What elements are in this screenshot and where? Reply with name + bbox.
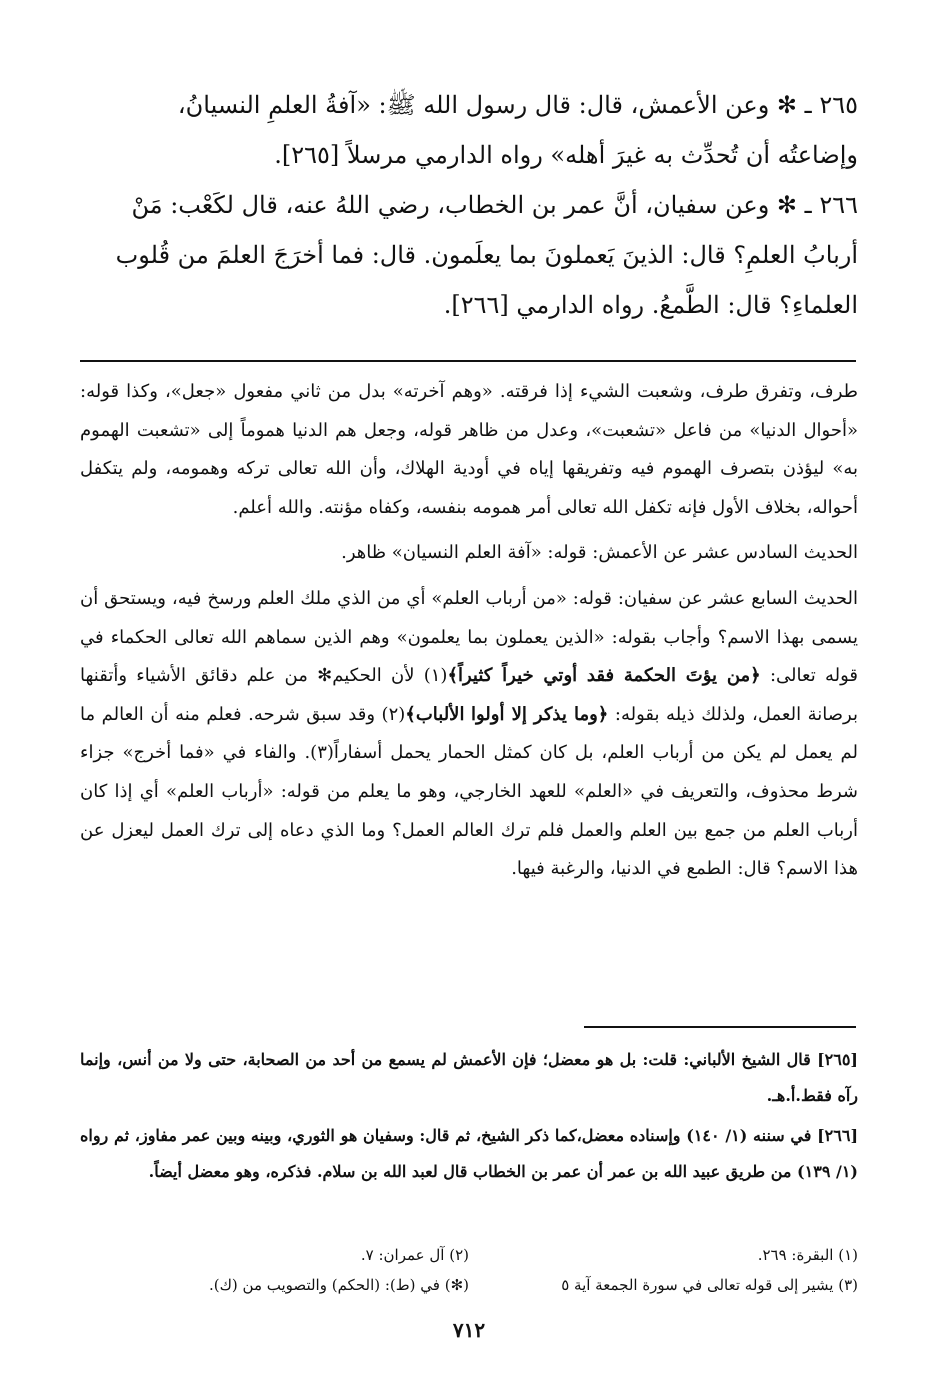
takhrij-265-line-2: أنس، وإنما رآه فقط.أ.هـ.	[80, 1050, 858, 1105]
footnote-divider	[584, 1026, 856, 1028]
hadith-265-line-1: ٢٦٥ ـ ✻ وعن الأعمش، قال: قال رسول الله ﷺ: «آفةُ العلمِ النسيانُ،	[177, 91, 858, 119]
commentary-p3-line-2: فيه، ويستحق أن يسمى بهذا الاسم؟ وأجاب بقوله: «الذين يعملون بما يعلمون» وهم الذين	[80, 587, 858, 648]
commentary-p1-line-5: وكفاه مؤنته. والله أعلم.	[232, 496, 410, 518]
hadith-265	[80, 80, 858, 180]
commentary-p3-line-9: الاسم؟ قال: الطمع في الدنيا، والرغبة فيها.	[511, 858, 829, 880]
hadith-266-line-3: العلماءِ؟ قال: الطَّمعُ. رواه الدارمي [٢٦٦].	[443, 291, 858, 319]
page-number: ٧١٢	[452, 1318, 486, 1342]
commentary-paragraph-1	[80, 373, 858, 527]
hadith-265-line-2: وإضاعتُه أن تُحدِّث به غيرَ أهله» رواه الدارمي مرسلاً [٢٦٥].	[274, 141, 858, 169]
quran-quote-1: ﴿من يؤتَ الحكمة فقد أوتي خيراً كثيراً﴾	[447, 665, 761, 687]
footnotes-row-1	[80, 1240, 858, 1270]
takhrij-266	[80, 1118, 858, 1190]
hadith-266-line-1: ٢٦٦ ـ ✻ وعن سفيان، أنَّ عمر بن الخطاب، رضي اللهُ عنه، قال لكَعْب: مَنْ	[131, 191, 858, 219]
takhrij-266-line-1: [٢٦٦] في سننه (١/ ١٤٠) وإسناده معضل،كما ذكر الشيخ، ثم قال: وسفيان هو الثوري، وبينه وبين عمر	[182, 1126, 859, 1145]
commentary-p1-line-3: إلى «تشعبت الهموم به» ليؤذن بتصرف الهموم فيه وتفريقها إياه في أودية الهلاك، وأن الله	[80, 419, 858, 480]
commentary	[80, 373, 858, 896]
hadith-266	[80, 180, 858, 330]
footnote-2: (٢) آل عمران: ٧.	[360, 1246, 469, 1264]
commentary-paragraph-2: الحديث السادس عشر عن الأعمش: قوله: «آفة العلم النسيان» ظاهر.	[341, 542, 858, 564]
commentary-p3-line-8: جمع بين العلم والعمل فلم ترك العالم العمل؟ وما الذي دعاه إلى ترك العمل ليعزل عن هذا	[80, 819, 858, 880]
commentary-p3-line-7: «العلم» للعهد الخارجي، وهو ما يعلم من قوله: «أرباب العلم» أي إذا كان أرباب العلم من	[80, 780, 858, 841]
commentary-p1-line-4: تعالى تركه وهمومه، ولم يتكفل أحواله، بخلاف الأول فإنه تكفل الله تعالى أمر همومه بنفسه،	[80, 458, 858, 518]
footnotes-row-2	[80, 1270, 858, 1300]
commentary-p3-line-3a: سماهم الله تعالى الحكماء في قوله تعالى:	[80, 626, 859, 687]
section-divider	[80, 360, 856, 362]
commentary-paragraph-3	[80, 580, 858, 889]
commentary-p1-line-1: طرف، وتفرق طرف، وشعبت الشيء إذا فرقته. «وهم آخرته» بدل من ثاني مفعول «جعل»،	[164, 381, 858, 402]
footnote-3: (٣) يشير إلى قوله تعالى في سورة الجمعة آية ٥	[561, 1276, 858, 1294]
takhrij-265	[80, 1042, 858, 1114]
takhrij-266-line-2: مفاوز، ثم رواه (١/ ١٣٩) من طريق عبيد الله بن عمر أن عمر بن الخطاب قال لعبد الله بن سلام. فذكره، وهو	[80, 1126, 858, 1181]
footnote-star: (✻) في (ط): (الحكم) والتصويب من (ك).	[208, 1276, 469, 1294]
takhrij-265-line-1: [٢٦٥] قال الشيخ الألباني: قلت: بل هو معضل؛ فإن الأعمش لم يسمع من أحد من الصحابة، حتى ولا من	[157, 1050, 858, 1069]
footnote-1: (١) البقرة: ٢٦٩.	[757, 1246, 858, 1264]
quran-quote-2a: ﴿وما يذكر إلا أولوا	[471, 703, 609, 725]
commentary-p1-line-2: وكذا قوله: «أحوال الدنيا» من فاعل «تشعبت»، وعدل من ظاهر قوله، وجعل هم الدنيا هموماً	[80, 381, 858, 441]
takhrij-266-line-3: معضل أيضاً.	[148, 1162, 230, 1181]
hadith-266-line-2: أربابُ العلمِ؟ قال: الذينَ يَعملونَ بما يعلَمون. قال: فما أخرَجَ العلمَ من قُلوب	[115, 241, 858, 269]
takhrij-notes	[80, 1042, 858, 1194]
commentary-p3-line-1: الحديث السابع عشر عن سفيان: قوله: «من أرباب العلم» أي من الذي ملك العلم ورسخ	[207, 587, 858, 609]
footnote-ref-1: (١) لأن	[390, 665, 448, 687]
commentary-p3-line-4a: الحكيم✻ من علم دقائق الأشياء وأتقنها برصانة العمل، ولذلك ذيله بقوله:	[80, 665, 858, 725]
footnotes	[80, 1240, 858, 1300]
quran-quote-2b: الألباب﴾	[405, 703, 465, 725]
commentary-p3-line-6: كان كمثل الحمار يحمل أسفاراً(٣). والفاء في «فما أخرج» جزاء شرط محذوف، والتعريف في	[80, 742, 858, 802]
commentary-p3-line-5b: (٢) وقد سبق شرحه. فعلم منه أن العالم ما لم يعمل لم يكن من أرباب العلم، بل	[80, 703, 858, 764]
